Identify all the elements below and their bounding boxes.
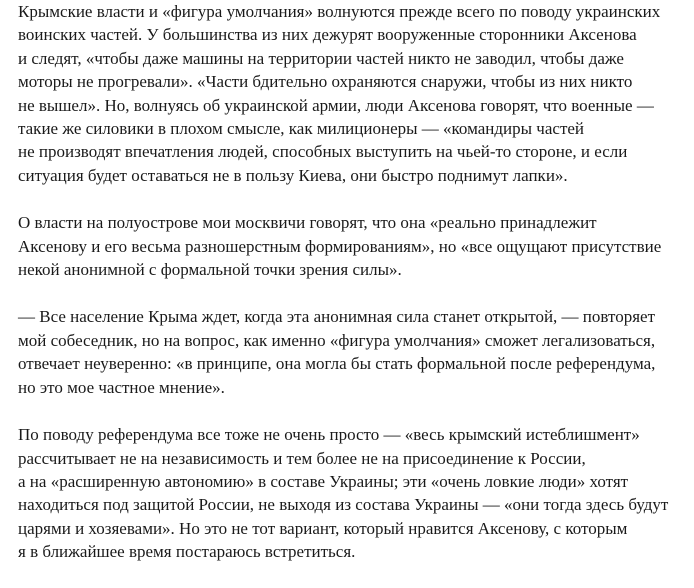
article-paragraph-3: — Все население Крыма ждет, когда эта анонимная сила станет открытой, — повторяет мой собеседник, но на вопрос, как именно «фигура умолчания» сможет легализоваться, отвечает неуверенно: «в принципе, она могла бы стать формальной после референдума, но это мое частное мнение». (18, 307, 656, 397)
article-paragraph-4: По поводу референдума все тоже не очень просто — «весь крымский истеблишмент» рассчитывает не на независимость и тем более не на присоединение к России, а на «расширенную автономию» в составе Украины; эти «очень ловкие люди» хотят находиться под защитой России, не выходя из состава Украины — «они тогда здесь будут царями и хозяевами». Но это не тот вариант, который нравится Аксенову, с которым я в ближайшее время постараюсь встретиться. (18, 425, 669, 562)
article-paragraph-1: Крымские власти и «фигура умолчания» волнуются прежде всего по поводу украинских воинских частей. У большинства из них дежурят вооруженные сторонники Аксенова и следят, «чтобы даже машины на территории частей никто не заводил, чтобы даже моторы не прогревали». «Части бдительно охраняются снаружи, чтобы из них никто не вышел». Но, волнуясь об украинской армии, люди Аксенова говорят, что военные — такие же силовики в плохом смысле, как милиционеры — «командиры частей не производят впечатления людей, способных выступить на чьей-то стороне, и если ситуация будет оставаться не в пользу Киева, они быстро поднимут лапки». (18, 2, 661, 185)
article-paragraph-2: О власти на полуострове мои москвичи говорят, что она «реально принадлежит Аксенову и его весьма разношерстным формированиям», но «все ощущают присутствие некой анонимной с формальной точки зрения силы». (18, 213, 662, 280)
article-body (18, 0, 694, 588)
